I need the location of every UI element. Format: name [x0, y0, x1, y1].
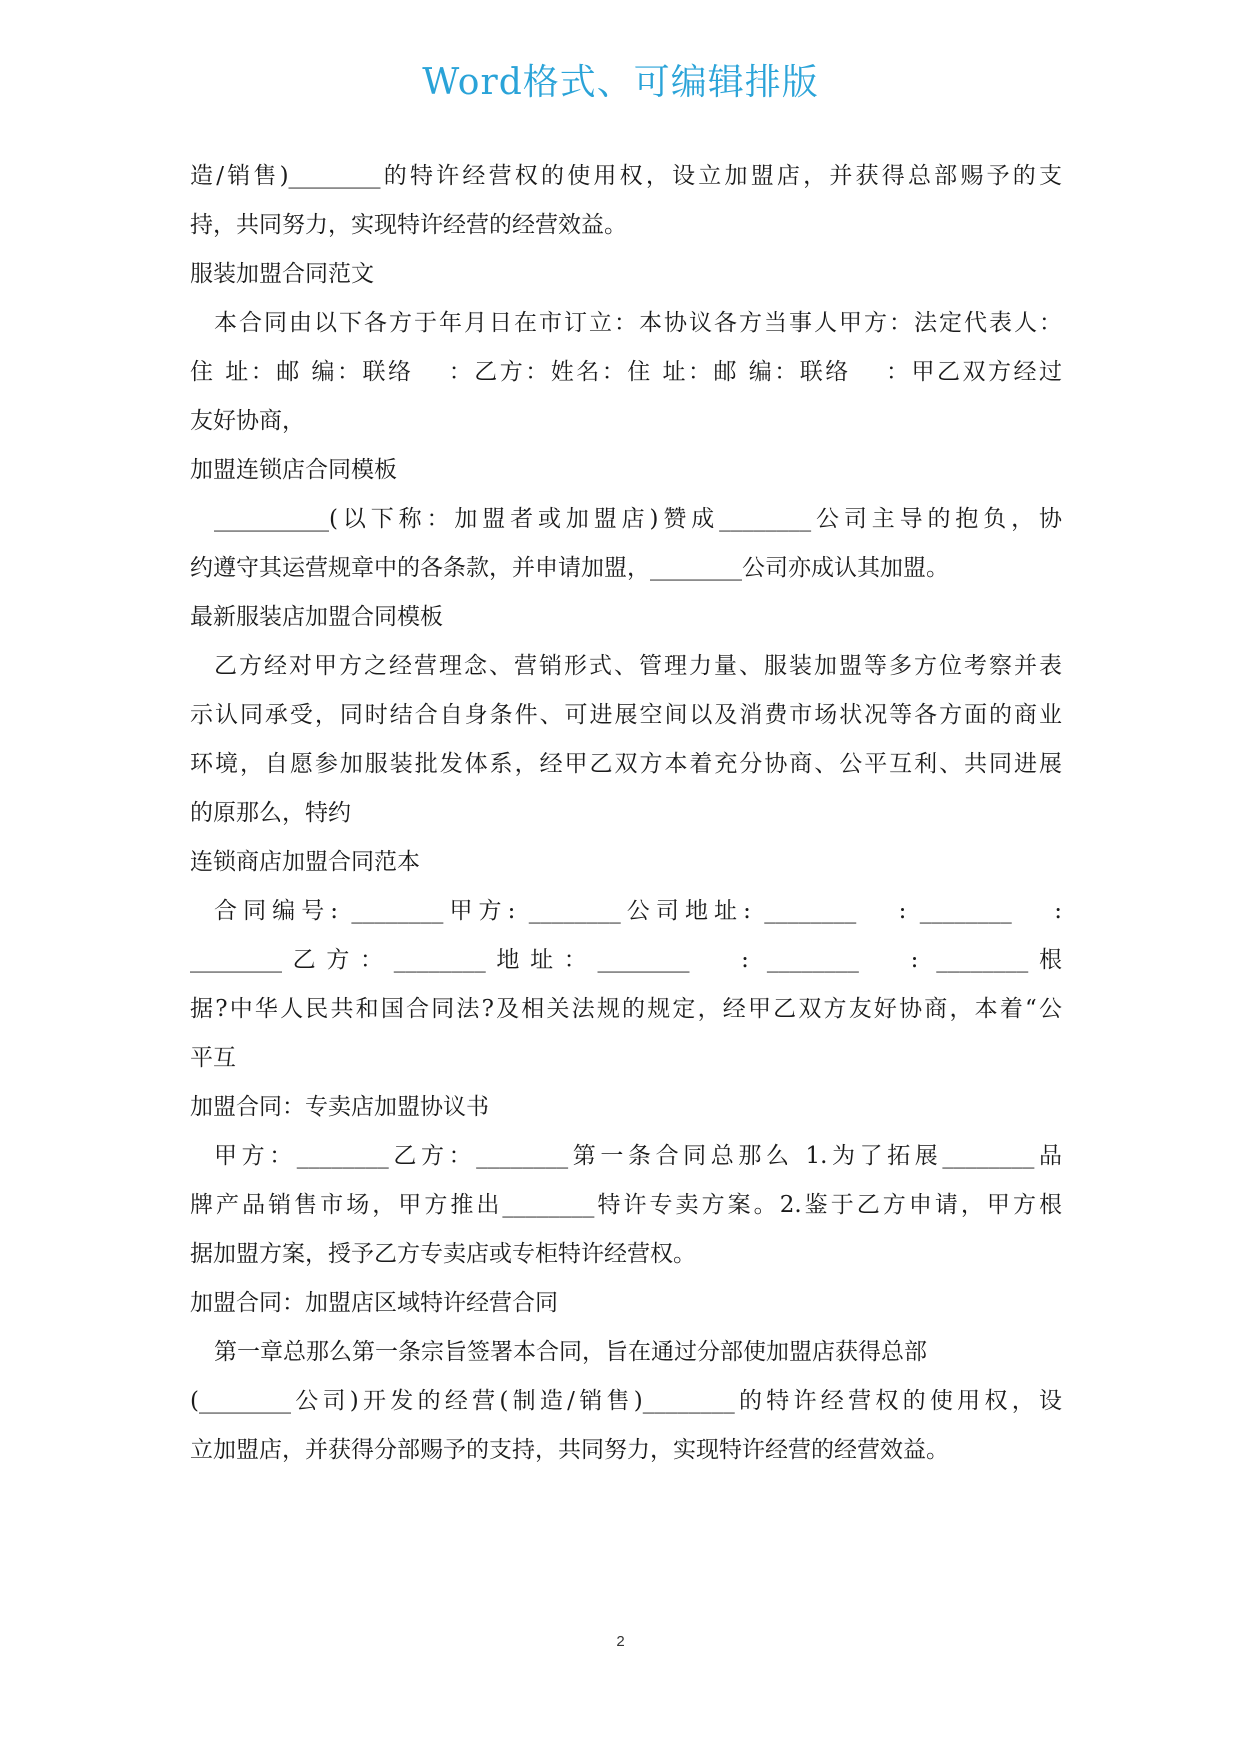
section-heading: 加盟连锁店合同模板 — [190, 457, 397, 483]
paragraph-line: ________乙方：________地址：________ : ________ : ________根 — [190, 947, 1062, 973]
section-heading: 加盟合同：加盟店区域特许经营合同 — [190, 1290, 558, 1316]
section-heading: 服装加盟合同范文 — [190, 261, 374, 287]
paragraph-line: __________(以下称：加盟者或加盟店)赞成________公司主导的抱负，协 — [214, 506, 1062, 532]
paragraph-line: 约遵守其运营规章中的各条款，并申请加盟，________公司亦成认其加盟。 — [190, 555, 949, 581]
paragraph-line: 友好协商， — [190, 408, 305, 434]
paragraph-line: 立加盟店，并获得分部赐予的支持，共同努力，实现特许经营的经营效益。 — [190, 1437, 949, 1463]
paragraph-line: 住 址：邮 编：联络 ：乙方：姓名：住 址：邮 编：联络 ：甲乙双方经过 — [190, 359, 1062, 385]
section-heading: 加盟合同：专卖店加盟协议书 — [190, 1094, 489, 1120]
paragraph-line: 牌产品销售市场，甲方推出________特许专卖方案。2.鉴于乙方申请，甲方根 — [190, 1192, 1062, 1218]
paragraph-line: 示认同承受，同时结合自身条件、可进展空间以及消费市场状况等各方面的商业 — [190, 702, 1062, 728]
paragraph-line: (________公司)开发的经营(制造/销售)________的特许经营权的使用权，设 — [190, 1388, 1062, 1414]
paragraph-line: 合同编号: ________甲方: ________公司地址: ________ : ________ : — [214, 898, 1062, 924]
paragraph-line: 的原那么，特约 — [190, 800, 351, 826]
paragraph-line: 环境，自愿参加服装批发体系，经甲乙双方本着充分协商、公平互利、共同进展 — [190, 751, 1062, 777]
document-body — [190, 152, 1062, 1475]
section-heading: 连锁商店加盟合同范本 — [190, 849, 420, 875]
paragraph-line: 第一章总那么第一条宗旨签署本合同，旨在通过分部使加盟店获得总部 — [214, 1339, 927, 1365]
paragraph-line: 平互 — [190, 1045, 236, 1071]
paragraph-line: 造/销售)________的特许经营权的使用权，设立加盟店，并获得总部赐予的支 — [190, 163, 1062, 189]
paragraph-line: 乙方经对甲方之经营理念、营销形式、管理力量、服装加盟等多方位考察并表 — [214, 653, 1062, 679]
paragraph-line: 据加盟方案，授予乙方专卖店或专柜特许经营权。 — [190, 1241, 696, 1267]
page-header-title: Word格式、可编辑排版 — [422, 62, 819, 103]
page-number: 2 — [616, 1633, 625, 1650]
paragraph-line: 持，共同努力，实现特许经营的经营效益。 — [190, 212, 627, 238]
paragraph-line: 甲方：________乙方：________第一条合同总那么 1.为了拓展________品 — [214, 1143, 1062, 1169]
section-heading: 最新服装店加盟合同模板 — [190, 604, 443, 630]
paragraph-line: 本合同由以下各方于年月日在市订立：本协议各方当事人甲方：法定代表人： — [214, 310, 1062, 336]
paragraph-line: 据?中华人民共和国合同法?及相关法规的规定，经甲乙双方友好协商，本着“公 — [190, 996, 1062, 1022]
